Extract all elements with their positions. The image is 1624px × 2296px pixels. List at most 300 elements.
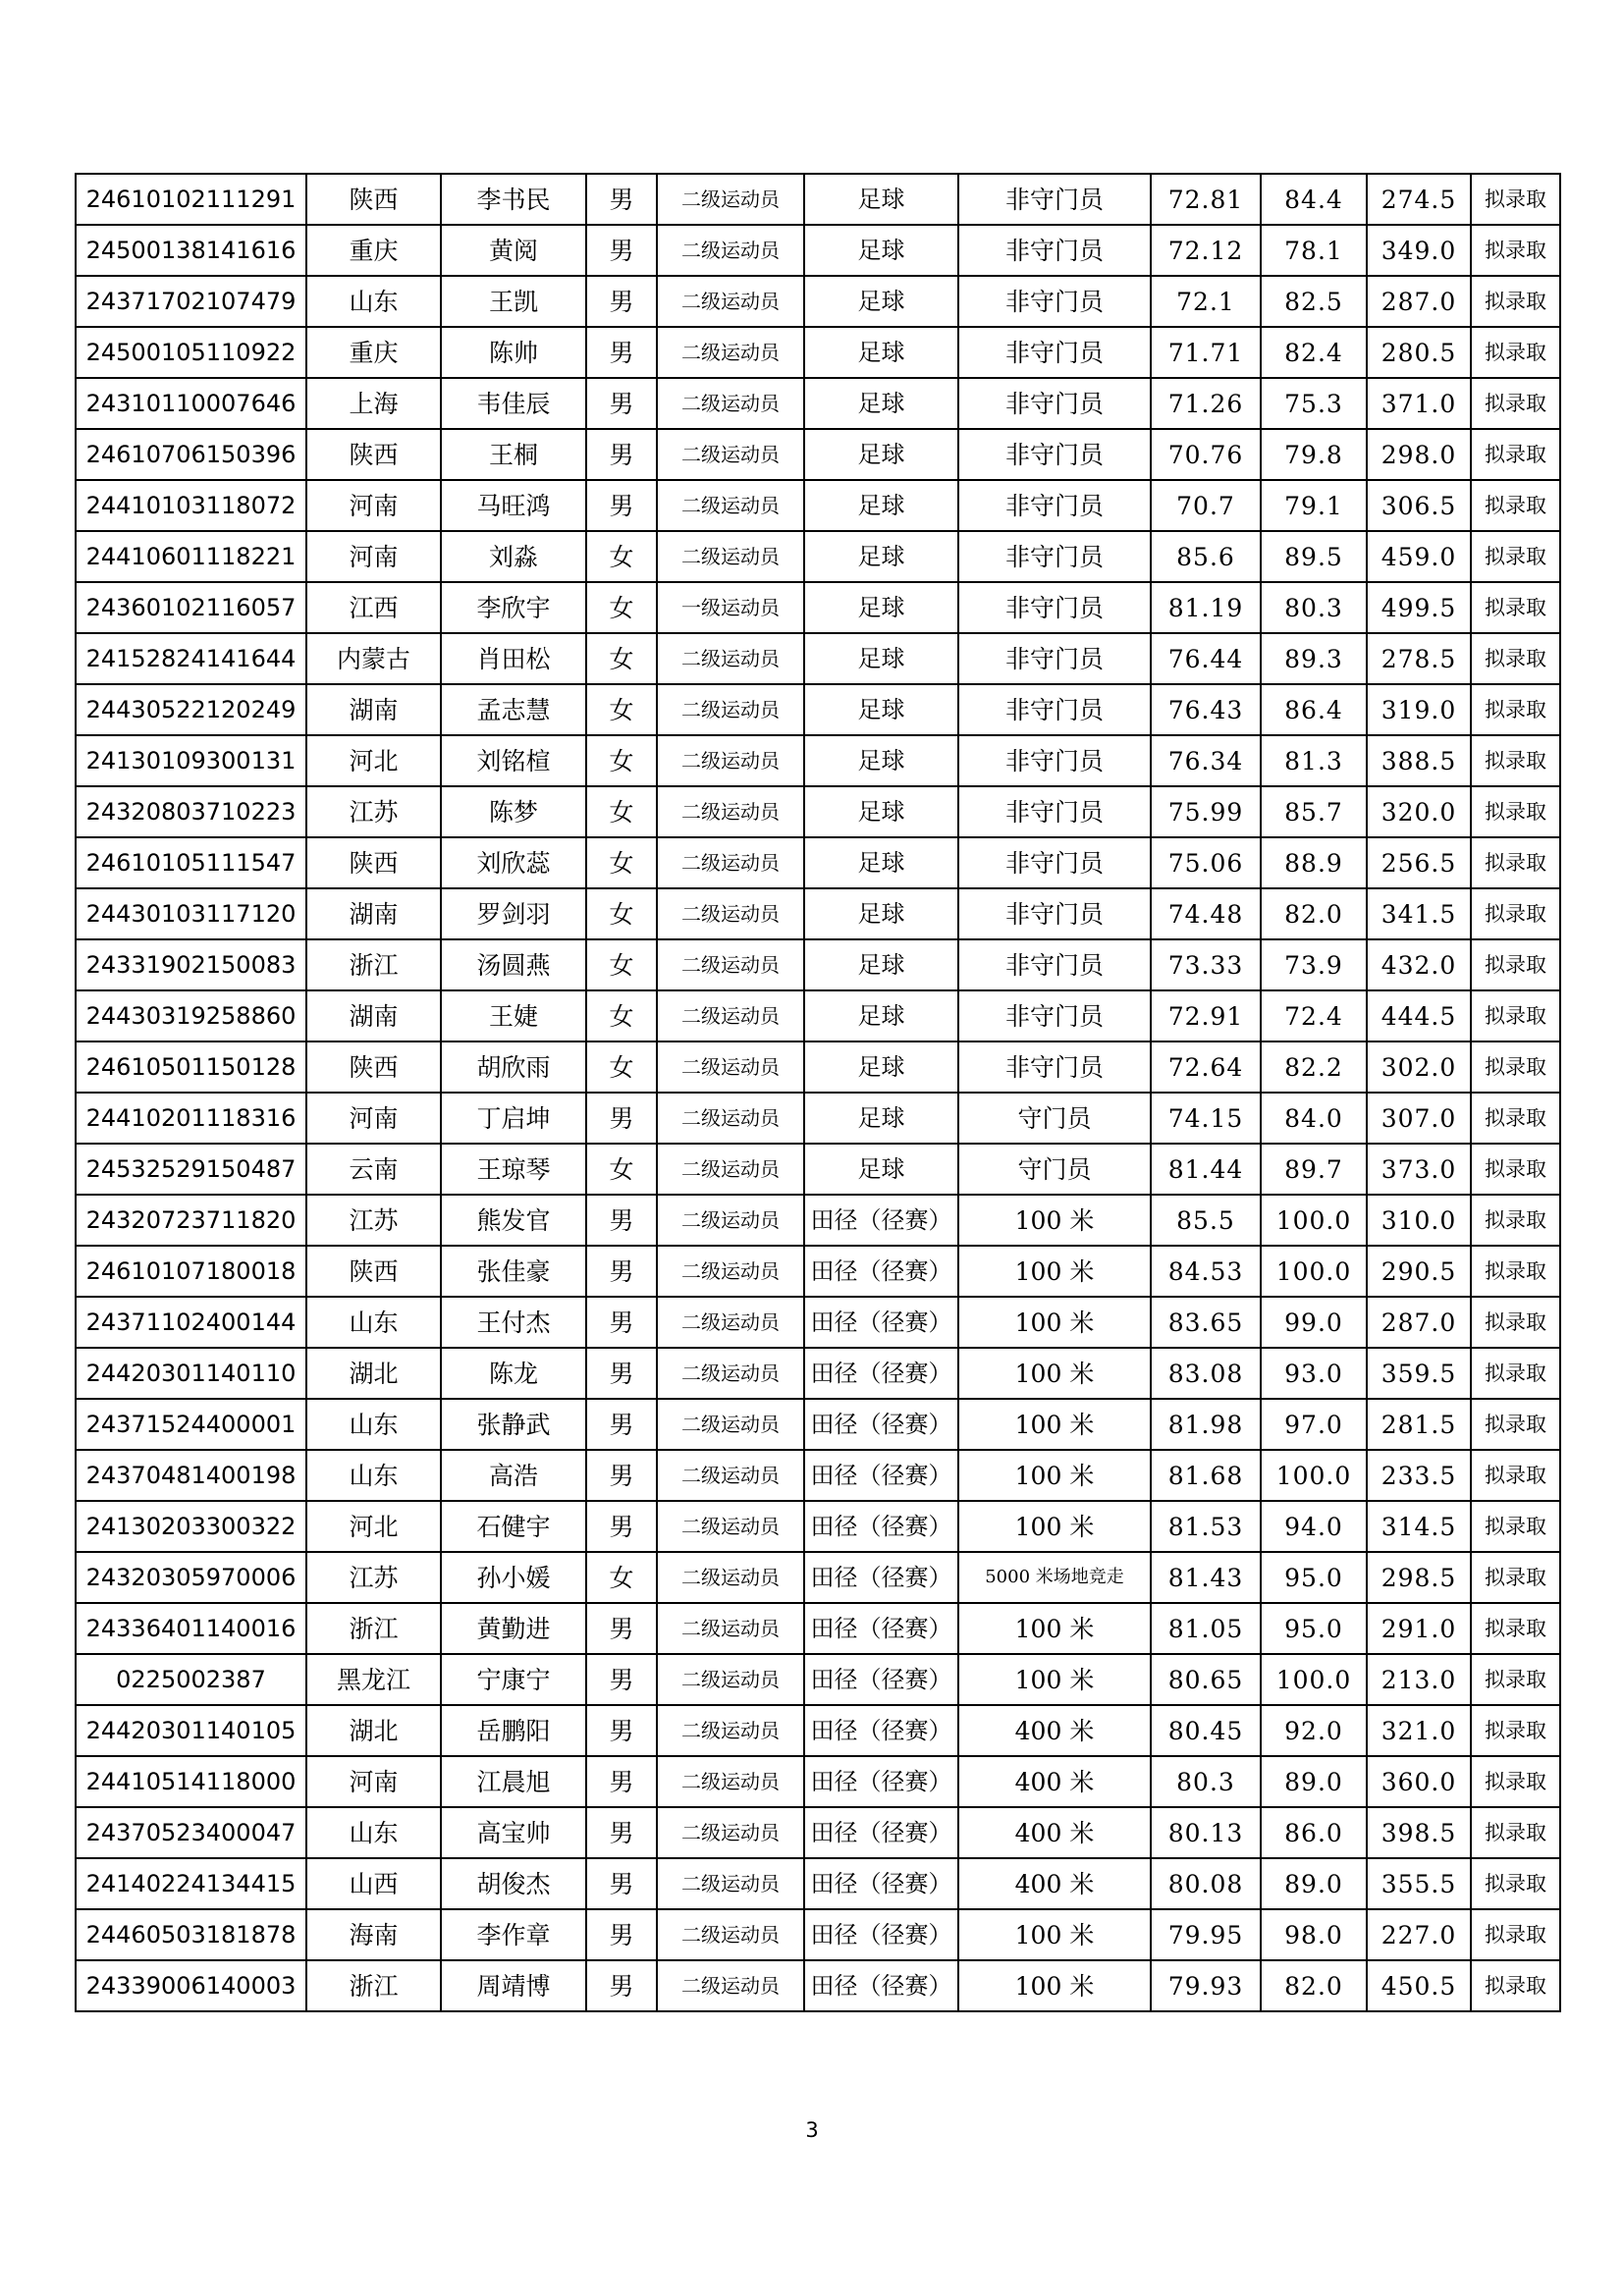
athlete-level-cell: 二级运动员 — [657, 786, 804, 837]
name-cell: 张静武 — [441, 1399, 586, 1450]
name-cell: 孟志慧 — [441, 684, 586, 735]
sport-score-cell: 80.3 — [1261, 582, 1367, 633]
gender-cell: 女 — [586, 582, 657, 633]
event-item-cell: 100 米 — [958, 1501, 1151, 1552]
athlete-level-cell: 二级运动员 — [657, 837, 804, 888]
event-item-cell: 100 米 — [958, 1654, 1151, 1705]
culture-score-cell: 306.5 — [1367, 480, 1471, 531]
event-item-cell: 非守门员 — [958, 888, 1151, 939]
sport-score-cell: 86.4 — [1261, 684, 1367, 735]
athlete-level-cell: 二级运动员 — [657, 1501, 804, 1552]
composite-score-cell: 75.06 — [1151, 837, 1261, 888]
gender-cell: 女 — [586, 1041, 657, 1093]
province-cell: 湖南 — [306, 990, 441, 1041]
admission-table — [75, 173, 1561, 2012]
sport-cell: 田径（径赛） — [804, 1399, 958, 1450]
culture-score-cell: 320.0 — [1367, 786, 1471, 837]
sport-cell: 足球 — [804, 633, 958, 684]
table-row — [76, 1041, 1560, 1093]
culture-score-cell: 444.5 — [1367, 990, 1471, 1041]
composite-score-cell: 80.45 — [1151, 1705, 1261, 1756]
province-cell: 湖北 — [306, 1705, 441, 1756]
gender-cell: 男 — [586, 327, 657, 378]
sport-score-cell: 78.1 — [1261, 225, 1367, 276]
event-item-cell: 非守门员 — [958, 837, 1151, 888]
province-cell: 山东 — [306, 1450, 441, 1501]
athlete-level-cell: 一级运动员 — [657, 582, 804, 633]
result-cell: 拟录取 — [1471, 1552, 1560, 1603]
event-item-cell: 非守门员 — [958, 174, 1151, 225]
result-cell: 拟录取 — [1471, 1246, 1560, 1297]
event-item-cell: 100 米 — [958, 1909, 1151, 1960]
result-cell: 拟录取 — [1471, 684, 1560, 735]
composite-score-cell: 81.68 — [1151, 1450, 1261, 1501]
sport-score-cell: 99.0 — [1261, 1297, 1367, 1348]
event-item-cell: 非守门员 — [958, 633, 1151, 684]
culture-score-cell: 290.5 — [1367, 1246, 1471, 1297]
sport-score-cell: 72.4 — [1261, 990, 1367, 1041]
composite-score-cell: 81.98 — [1151, 1399, 1261, 1450]
exam-id-cell: 24370523400047 — [76, 1807, 306, 1858]
sport-cell: 足球 — [804, 225, 958, 276]
name-cell: 王凯 — [441, 276, 586, 327]
athlete-level-cell: 二级运动员 — [657, 480, 804, 531]
composite-score-cell: 72.81 — [1151, 174, 1261, 225]
name-cell: 高浩 — [441, 1450, 586, 1501]
composite-score-cell: 72.64 — [1151, 1041, 1261, 1093]
gender-cell: 男 — [586, 1399, 657, 1450]
result-cell: 拟录取 — [1471, 1756, 1560, 1807]
gender-cell: 女 — [586, 1552, 657, 1603]
culture-score-cell: 355.5 — [1367, 1858, 1471, 1909]
athlete-level-cell: 二级运动员 — [657, 1246, 804, 1297]
name-cell: 周靖博 — [441, 1960, 586, 2011]
sport-cell: 足球 — [804, 276, 958, 327]
name-cell: 张佳豪 — [441, 1246, 586, 1297]
exam-id-cell: 24370481400198 — [76, 1450, 306, 1501]
composite-score-cell: 79.93 — [1151, 1960, 1261, 2011]
province-cell: 山东 — [306, 1297, 441, 1348]
name-cell: 李书民 — [441, 174, 586, 225]
event-item-cell: 非守门员 — [958, 786, 1151, 837]
table-row — [76, 888, 1560, 939]
table-row — [76, 429, 1560, 480]
composite-score-cell: 76.43 — [1151, 684, 1261, 735]
sport-cell: 足球 — [804, 888, 958, 939]
composite-score-cell: 81.53 — [1151, 1501, 1261, 1552]
province-cell: 陕西 — [306, 837, 441, 888]
sport-cell: 田径（径赛） — [804, 1705, 958, 1756]
gender-cell: 男 — [586, 378, 657, 429]
composite-score-cell: 72.1 — [1151, 276, 1261, 327]
table-row — [76, 276, 1560, 327]
culture-score-cell: 499.5 — [1367, 582, 1471, 633]
table-row — [76, 1654, 1560, 1705]
culture-score-cell: 298.5 — [1367, 1552, 1471, 1603]
composite-score-cell: 85.6 — [1151, 531, 1261, 582]
sport-cell: 足球 — [804, 837, 958, 888]
name-cell: 江晨旭 — [441, 1756, 586, 1807]
table-body — [76, 174, 1560, 2011]
province-cell: 浙江 — [306, 1960, 441, 2011]
athlete-level-cell: 二级运动员 — [657, 1552, 804, 1603]
sport-score-cell: 100.0 — [1261, 1654, 1367, 1705]
result-cell: 拟录取 — [1471, 1450, 1560, 1501]
sport-score-cell: 100.0 — [1261, 1195, 1367, 1246]
culture-score-cell: 373.0 — [1367, 1144, 1471, 1195]
table-row — [76, 939, 1560, 990]
culture-score-cell: 298.0 — [1367, 429, 1471, 480]
table-row — [76, 582, 1560, 633]
gender-cell: 男 — [586, 1858, 657, 1909]
composite-score-cell: 76.44 — [1151, 633, 1261, 684]
event-item-cell: 400 米 — [958, 1756, 1151, 1807]
sport-score-cell: 97.0 — [1261, 1399, 1367, 1450]
culture-score-cell: 432.0 — [1367, 939, 1471, 990]
result-cell: 拟录取 — [1471, 1909, 1560, 1960]
province-cell: 重庆 — [306, 327, 441, 378]
name-cell: 岳鹏阳 — [441, 1705, 586, 1756]
result-cell: 拟录取 — [1471, 1041, 1560, 1093]
culture-score-cell: 359.5 — [1367, 1348, 1471, 1399]
event-item-cell: 非守门员 — [958, 735, 1151, 786]
result-cell: 拟录取 — [1471, 735, 1560, 786]
event-item-cell: 守门员 — [958, 1093, 1151, 1144]
sport-cell: 足球 — [804, 1093, 958, 1144]
sport-score-cell: 81.3 — [1261, 735, 1367, 786]
athlete-level-cell: 二级运动员 — [657, 327, 804, 378]
table-row — [76, 1399, 1560, 1450]
exam-id-cell: 24320305970006 — [76, 1552, 306, 1603]
result-cell: 拟录取 — [1471, 582, 1560, 633]
exam-id-cell: 24410201118316 — [76, 1093, 306, 1144]
exam-id-cell: 24430103117120 — [76, 888, 306, 939]
exam-id-cell: 24430319258860 — [76, 990, 306, 1041]
exam-id-cell: 24610105111547 — [76, 837, 306, 888]
province-cell: 重庆 — [306, 225, 441, 276]
gender-cell: 男 — [586, 1450, 657, 1501]
exam-id-cell: 24410514118000 — [76, 1756, 306, 1807]
culture-score-cell: 360.0 — [1367, 1756, 1471, 1807]
sport-cell: 足球 — [804, 174, 958, 225]
table-row — [76, 1144, 1560, 1195]
athlete-level-cell: 二级运动员 — [657, 1960, 804, 2011]
result-cell: 拟录取 — [1471, 1705, 1560, 1756]
gender-cell: 男 — [586, 1348, 657, 1399]
table-row — [76, 1603, 1560, 1654]
table-row — [76, 1705, 1560, 1756]
province-cell: 云南 — [306, 1144, 441, 1195]
province-cell: 湖南 — [306, 684, 441, 735]
sport-cell: 田径（径赛） — [804, 1348, 958, 1399]
sport-cell: 足球 — [804, 735, 958, 786]
event-item-cell: 100 米 — [958, 1297, 1151, 1348]
gender-cell: 男 — [586, 1603, 657, 1654]
event-item-cell: 非守门员 — [958, 684, 1151, 735]
table-row — [76, 1858, 1560, 1909]
table-row — [76, 378, 1560, 429]
gender-cell: 男 — [586, 1909, 657, 1960]
exam-id-cell: 24420301140105 — [76, 1705, 306, 1756]
event-item-cell: 100 米 — [958, 1195, 1151, 1246]
composite-score-cell: 71.71 — [1151, 327, 1261, 378]
gender-cell: 男 — [586, 1756, 657, 1807]
exam-id-cell: 24339006140003 — [76, 1960, 306, 2011]
sport-cell: 足球 — [804, 378, 958, 429]
exam-id-cell: 24420301140110 — [76, 1348, 306, 1399]
province-cell: 湖南 — [306, 888, 441, 939]
table-row — [76, 1195, 1560, 1246]
culture-score-cell: 398.5 — [1367, 1807, 1471, 1858]
result-cell: 拟录取 — [1471, 429, 1560, 480]
gender-cell: 女 — [586, 735, 657, 786]
culture-score-cell: 256.5 — [1367, 837, 1471, 888]
gender-cell: 男 — [586, 429, 657, 480]
name-cell: 李作章 — [441, 1909, 586, 1960]
sport-score-cell: 95.0 — [1261, 1603, 1367, 1654]
gender-cell: 男 — [586, 1807, 657, 1858]
culture-score-cell: 450.5 — [1367, 1960, 1471, 2011]
result-cell: 拟录取 — [1471, 378, 1560, 429]
athlete-level-cell: 二级运动员 — [657, 1144, 804, 1195]
name-cell: 黄阅 — [441, 225, 586, 276]
composite-score-cell: 80.65 — [1151, 1654, 1261, 1705]
name-cell: 陈梦 — [441, 786, 586, 837]
name-cell: 汤圆燕 — [441, 939, 586, 990]
athlete-level-cell: 二级运动员 — [657, 1195, 804, 1246]
province-cell: 湖北 — [306, 1348, 441, 1399]
athlete-level-cell: 二级运动员 — [657, 1705, 804, 1756]
result-cell: 拟录取 — [1471, 1297, 1560, 1348]
sport-score-cell: 82.0 — [1261, 888, 1367, 939]
result-cell: 拟录取 — [1471, 327, 1560, 378]
result-cell: 拟录取 — [1471, 1807, 1560, 1858]
result-cell: 拟录取 — [1471, 888, 1560, 939]
culture-score-cell: 341.5 — [1367, 888, 1471, 939]
name-cell: 丁启坤 — [441, 1093, 586, 1144]
sport-score-cell: 89.0 — [1261, 1756, 1367, 1807]
exam-id-cell: 24410103118072 — [76, 480, 306, 531]
composite-score-cell: 76.34 — [1151, 735, 1261, 786]
exam-id-cell: 24371524400001 — [76, 1399, 306, 1450]
athlete-level-cell: 二级运动员 — [657, 1807, 804, 1858]
sport-cell: 足球 — [804, 327, 958, 378]
culture-score-cell: 233.5 — [1367, 1450, 1471, 1501]
sport-score-cell: 89.3 — [1261, 633, 1367, 684]
province-cell: 河南 — [306, 1093, 441, 1144]
exam-id-cell: 24430522120249 — [76, 684, 306, 735]
sport-cell: 足球 — [804, 990, 958, 1041]
gender-cell: 男 — [586, 225, 657, 276]
athlete-level-cell: 二级运动员 — [657, 1450, 804, 1501]
exam-id-cell: 24130203300322 — [76, 1501, 306, 1552]
composite-score-cell: 72.91 — [1151, 990, 1261, 1041]
gender-cell: 男 — [586, 1246, 657, 1297]
province-cell: 河南 — [306, 1756, 441, 1807]
exam-id-cell: 24500105110922 — [76, 327, 306, 378]
culture-score-cell: 287.0 — [1367, 1297, 1471, 1348]
province-cell: 江苏 — [306, 1552, 441, 1603]
athlete-level-cell: 二级运动员 — [657, 1041, 804, 1093]
sport-score-cell: 89.7 — [1261, 1144, 1367, 1195]
gender-cell: 男 — [586, 276, 657, 327]
name-cell: 孙小媛 — [441, 1552, 586, 1603]
culture-score-cell: 280.5 — [1367, 327, 1471, 378]
result-cell: 拟录取 — [1471, 1195, 1560, 1246]
sport-cell: 足球 — [804, 480, 958, 531]
exam-id-cell: 24532529150487 — [76, 1144, 306, 1195]
event-item-cell: 非守门员 — [958, 480, 1151, 531]
name-cell: 刘欣蕊 — [441, 837, 586, 888]
exam-id-cell: 24130109300131 — [76, 735, 306, 786]
name-cell: 王琼琴 — [441, 1144, 586, 1195]
sport-score-cell: 84.4 — [1261, 174, 1367, 225]
result-cell: 拟录取 — [1471, 1960, 1560, 2011]
table-row — [76, 786, 1560, 837]
sport-cell: 田径（径赛） — [804, 1246, 958, 1297]
result-cell: 拟录取 — [1471, 786, 1560, 837]
province-cell: 河北 — [306, 735, 441, 786]
culture-score-cell: 307.0 — [1367, 1093, 1471, 1144]
event-item-cell: 400 米 — [958, 1858, 1151, 1909]
result-cell: 拟录取 — [1471, 1858, 1560, 1909]
athlete-level-cell: 二级运动员 — [657, 1909, 804, 1960]
sport-cell: 足球 — [804, 1041, 958, 1093]
sport-cell: 田径（径赛） — [804, 1195, 958, 1246]
athlete-level-cell: 二级运动员 — [657, 990, 804, 1041]
name-cell: 陈龙 — [441, 1348, 586, 1399]
gender-cell: 女 — [586, 939, 657, 990]
table-row — [76, 990, 1560, 1041]
gender-cell: 男 — [586, 1195, 657, 1246]
gender-cell: 男 — [586, 480, 657, 531]
culture-score-cell: 388.5 — [1367, 735, 1471, 786]
composite-score-cell: 81.19 — [1151, 582, 1261, 633]
composite-score-cell: 81.44 — [1151, 1144, 1261, 1195]
result-cell: 拟录取 — [1471, 531, 1560, 582]
name-cell: 石健宇 — [441, 1501, 586, 1552]
athlete-level-cell: 二级运动员 — [657, 1603, 804, 1654]
name-cell: 罗剑羽 — [441, 888, 586, 939]
table-row — [76, 327, 1560, 378]
culture-score-cell: 278.5 — [1367, 633, 1471, 684]
sport-score-cell: 84.0 — [1261, 1093, 1367, 1144]
exam-id-cell: 24410601118221 — [76, 531, 306, 582]
result-cell: 拟录取 — [1471, 174, 1560, 225]
name-cell: 肖田松 — [441, 633, 586, 684]
culture-score-cell: 302.0 — [1367, 1041, 1471, 1093]
province-cell: 陕西 — [306, 1246, 441, 1297]
athlete-level-cell: 二级运动员 — [657, 684, 804, 735]
event-item-cell: 100 米 — [958, 1450, 1151, 1501]
culture-score-cell: 227.0 — [1367, 1909, 1471, 1960]
name-cell: 李欣宇 — [441, 582, 586, 633]
event-item-cell: 非守门员 — [958, 990, 1151, 1041]
name-cell: 熊发官 — [441, 1195, 586, 1246]
result-cell: 拟录取 — [1471, 633, 1560, 684]
gender-cell: 男 — [586, 174, 657, 225]
table-row — [76, 531, 1560, 582]
culture-score-cell: 314.5 — [1367, 1501, 1471, 1552]
name-cell: 韦佳辰 — [441, 378, 586, 429]
name-cell: 胡俊杰 — [441, 1858, 586, 1909]
table-row — [76, 1297, 1560, 1348]
table-row — [76, 174, 1560, 225]
gender-cell: 男 — [586, 1654, 657, 1705]
sport-score-cell: 75.3 — [1261, 378, 1367, 429]
sport-cell: 足球 — [804, 1144, 958, 1195]
name-cell: 高宝帅 — [441, 1807, 586, 1858]
name-cell: 宁康宁 — [441, 1654, 586, 1705]
culture-score-cell: 287.0 — [1367, 276, 1471, 327]
sport-score-cell: 86.0 — [1261, 1807, 1367, 1858]
sport-score-cell: 73.9 — [1261, 939, 1367, 990]
sport-score-cell: 100.0 — [1261, 1246, 1367, 1297]
name-cell: 刘淼 — [441, 531, 586, 582]
athlete-level-cell: 二级运动员 — [657, 1093, 804, 1144]
composite-score-cell: 83.08 — [1151, 1348, 1261, 1399]
event-item-cell: 100 米 — [958, 1246, 1151, 1297]
result-cell: 拟录取 — [1471, 1399, 1560, 1450]
table-row — [76, 1246, 1560, 1297]
athlete-level-cell: 二级运动员 — [657, 1297, 804, 1348]
sport-score-cell: 94.0 — [1261, 1501, 1367, 1552]
province-cell: 河南 — [306, 531, 441, 582]
exam-id-cell: 24610501150128 — [76, 1041, 306, 1093]
culture-score-cell: 349.0 — [1367, 225, 1471, 276]
exam-id-cell: 24320803710223 — [76, 786, 306, 837]
event-item-cell: 400 米 — [958, 1705, 1151, 1756]
province-cell: 江苏 — [306, 1195, 441, 1246]
gender-cell: 女 — [586, 990, 657, 1041]
province-cell: 河南 — [306, 480, 441, 531]
gender-cell: 男 — [586, 1705, 657, 1756]
athlete-level-cell: 二级运动员 — [657, 1654, 804, 1705]
culture-score-cell: 274.5 — [1367, 174, 1471, 225]
sport-score-cell: 82.0 — [1261, 1960, 1367, 2011]
event-item-cell: 非守门员 — [958, 939, 1151, 990]
table-row — [76, 1450, 1560, 1501]
sport-cell: 田径（径赛） — [804, 1450, 958, 1501]
table-row — [76, 1501, 1560, 1552]
composite-score-cell: 74.15 — [1151, 1093, 1261, 1144]
event-item-cell: 非守门员 — [958, 378, 1151, 429]
athlete-level-cell: 二级运动员 — [657, 939, 804, 990]
result-cell: 拟录取 — [1471, 1654, 1560, 1705]
event-item-cell: 400 米 — [958, 1807, 1151, 1858]
exam-id-cell: 24152824141644 — [76, 633, 306, 684]
table-row — [76, 225, 1560, 276]
gender-cell: 女 — [586, 684, 657, 735]
name-cell: 王付杰 — [441, 1297, 586, 1348]
event-item-cell: 非守门员 — [958, 327, 1151, 378]
composite-score-cell: 70.7 — [1151, 480, 1261, 531]
sport-cell: 田径（径赛） — [804, 1807, 958, 1858]
exam-id-cell: 24140224134415 — [76, 1858, 306, 1909]
athlete-level-cell: 二级运动员 — [657, 378, 804, 429]
result-cell: 拟录取 — [1471, 1603, 1560, 1654]
culture-score-cell: 459.0 — [1367, 531, 1471, 582]
composite-score-cell: 81.05 — [1151, 1603, 1261, 1654]
athlete-level-cell: 二级运动员 — [657, 531, 804, 582]
name-cell: 王婕 — [441, 990, 586, 1041]
composite-score-cell: 85.5 — [1151, 1195, 1261, 1246]
event-item-cell: 非守门员 — [958, 1041, 1151, 1093]
gender-cell: 女 — [586, 786, 657, 837]
table-row — [76, 480, 1560, 531]
name-cell: 刘铭楦 — [441, 735, 586, 786]
gender-cell: 女 — [586, 1144, 657, 1195]
